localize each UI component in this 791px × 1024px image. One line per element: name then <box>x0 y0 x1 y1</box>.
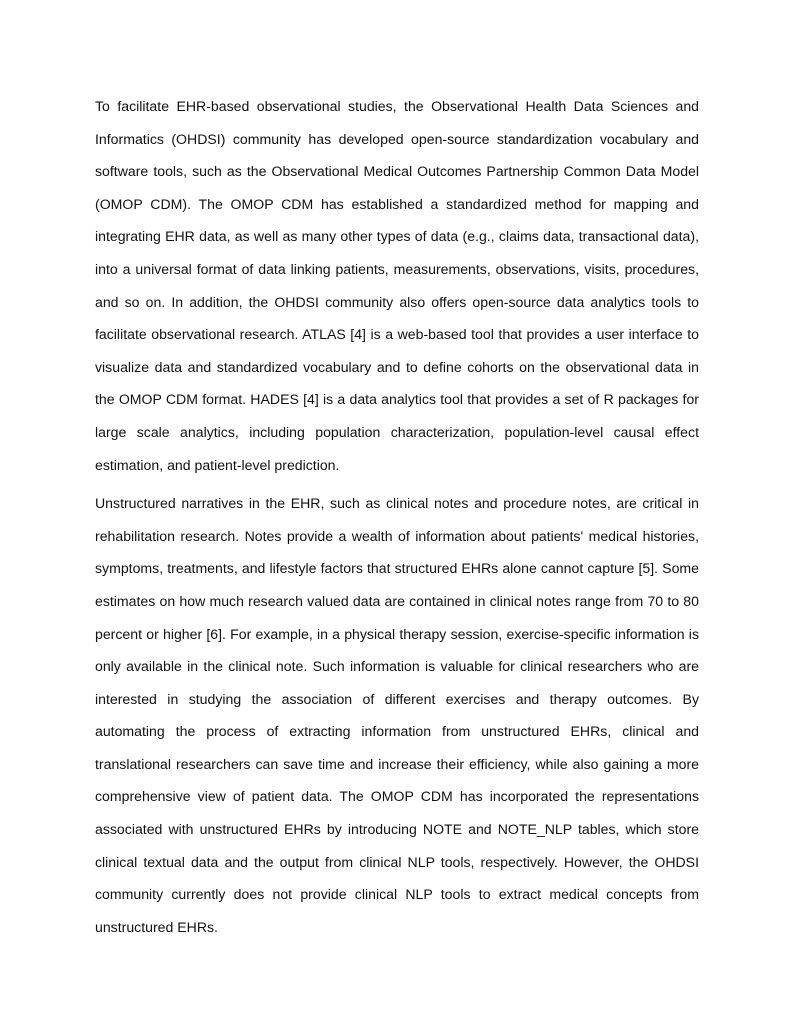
document-body <box>95 90 699 949</box>
paragraph-unstructured-notes: Unstructured narratives in the EHR, such as clinical notes and procedure notes, are critical in rehabilitation research. Notes provide a wealth of information about patients' medical histories, symptoms, treatments, and lifestyle factors that structured EHRs alone cannot capture [5]. Some estimates on how much research valued data are contained in clinical notes range from 70 to 80 percent or higher [6]. For example, in a physical therapy session, exercise-specific information is only available in the clinical note. Such information is valuable for clinical researchers who are interested in studying the association of different exercises and therapy outcomes. By automating the process of extracting information from unstructured EHRs, clinical and translational researchers can save time and increase their efficiency, while also gaining a more comprehensive view of patient data. The OMOP CDM has incorporated the representations associated with unstructured EHRs by introducing NOTE and NOTE_NLP tables, which store clinical textual data and the output from clinical NLP tools, respectively. However, the OHDSI community currently does not provide clinical NLP tools to extract medical concepts from unstructured EHRs. <box>95 495 699 935</box>
paragraph-ohdsi-tools: To facilitate EHR-based observational studies, the Observational Health Data Sciences and Informatics (OHDSI) community has developed open-source standardization vocabulary and software tools, such as the Observational Medical Outcomes Partnership Common Data Model (OMOP CDM). The OMOP CDM has established a standardized method for mapping and integrating EHR data, as well as many other types of data (e.g., claims data, transactional data), into a universal format of data linking patients, measurements, observations, visits, procedures, and so on. In addition, the OHDSI community also offers open-source data analytics tools to facilitate observational research. ATLAS [4] is a web-based tool that provides a user interface to visualize data and standardized vocabulary and to define cohorts on the observational data in the OMOP CDM format. HADES [4] is a data analytics tool that provides a set of R packages for large scale analytics, including population characterization, population-level causal effect estimation, and patient-level prediction. <box>95 98 699 473</box>
